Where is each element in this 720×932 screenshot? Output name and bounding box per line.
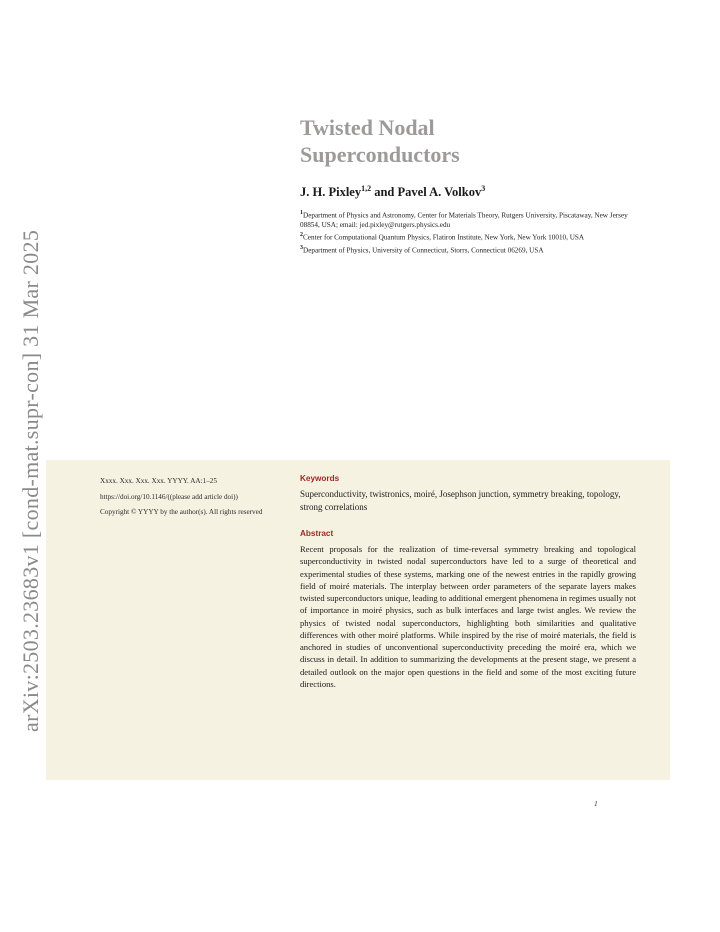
affiliation-2-mark: 2 — [300, 232, 303, 239]
affiliation-3-mark: 3 — [300, 244, 303, 251]
title-line-2: Superconductors — [300, 142, 460, 167]
author-1-affiliation-marks: 1,2 — [361, 184, 372, 193]
keywords-abstract-column — [300, 474, 636, 690]
journal-citation: Xxxx. Xxx. Xxx. Xxx. YYYY. AA:1–25 — [100, 477, 217, 485]
page-number: 1 — [594, 799, 598, 808]
affiliation-2 — [300, 230, 640, 242]
affiliation-3-text: Department of Physics, University of Connecticut, Storrs, Connecticut 06269, USA — [303, 246, 544, 255]
author-list — [300, 184, 485, 200]
affiliation-1 — [300, 208, 640, 230]
keywords-heading: Keywords — [300, 474, 340, 483]
doi-link[interactable]: https://doi.org/10.1146/((please add article doi)) — [100, 492, 238, 501]
author-joiner: and — [371, 185, 398, 200]
affiliation-1-text: Department of Physics and Astronomy, Center for Materials Theory, Rutgers University, Piscataway, New Jersey 08854, USA; email: jed.pixley@rutgers.physics.edu — [300, 211, 628, 230]
abstract-panel — [46, 460, 670, 780]
copyright-notice: Copyright © YYYY by the author(s). All rights reserved — [100, 508, 263, 516]
journal-info-column — [100, 477, 270, 524]
author-2-name: Pavel A. Volkov — [397, 185, 482, 200]
abstract-heading: Abstract — [300, 529, 334, 538]
affiliations-block — [300, 208, 640, 255]
affiliation-2-text: Center for Computational Quantum Physics, Flatiron Institute, New York, New York 10010, USA — [303, 233, 585, 242]
abstract-text: Recent proposals for the realization of time-reversal symmetry breaking and topological superconductivity in twisted nodal superconductors have led to a surge of theoretical and experimental studies of these systems, marking one of the newest entries in the rapidly growing field of moiré materials. The interplay between order parameters of the separate layers makes twisted superconductors unique, leading to additional emergent phenomena in regimes usually not of importance in moiré physics, such as bulk interfaces and large twist angles. We review the physics of twisted nodal superconductors, highlighting both similarities and qualitative differences with other moiré platforms. While inspired by the rise of moiré materials, the field is anchored in studies of unconventional superconductivity preceding the moiré era, which we discuss in detail. In addition to summarizing the developments at the present stage, we present a detailed outlook on the major open questions in the field and some of the most exciting future directions. — [300, 544, 636, 689]
arxiv-identifier-stamp: arXiv:2503.23683v1 [cond-mat.supr-con] 31 Mar 2025 — [18, 229, 43, 732]
author-1-name: J. H. Pixley — [300, 185, 362, 200]
keywords-text: Superconductivity, twistronics, moiré, Josephson junction, symmetry breaking, topology, strong correlations — [300, 489, 621, 512]
affiliation-1-mark: 1 — [300, 210, 303, 216]
author-2-affiliation-marks: 3 — [481, 184, 486, 193]
paper-title — [300, 114, 680, 168]
affiliation-3 — [300, 243, 640, 255]
title-line-1: Twisted Nodal — [300, 115, 435, 140]
